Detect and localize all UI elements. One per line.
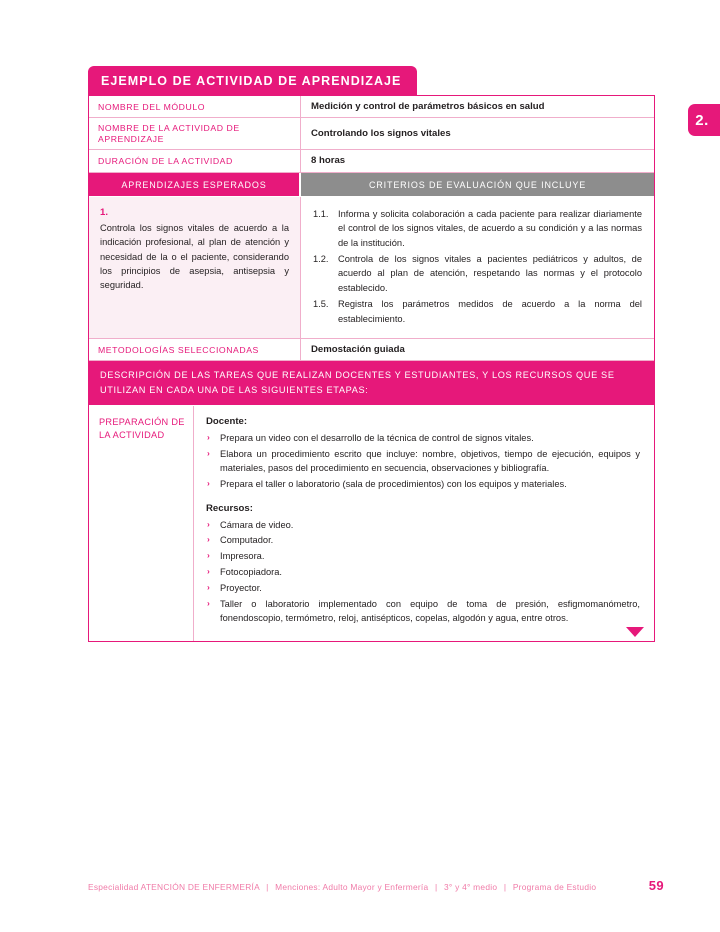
footer-specialty: Especialidad ATENCIÓN DE ENFERMERÍA	[88, 882, 260, 892]
list-item	[206, 581, 640, 595]
list-item	[206, 533, 640, 547]
chevron-right-icon: ›	[207, 598, 210, 609]
learning-outcome-text: Controla los signos vitales de acuerdo a la indicación profesional, al plan de atención y necesidad de la o el paciente, considerando los principios de asepsia, antisepsia y seguridad.	[100, 222, 289, 291]
list-item-text: Cámara de video.	[220, 519, 294, 530]
list-item-text: Taller o laboratorio implementado con equipo de toma de presión, esfigmomanómetro, fonendoscopio, termómetro, reloj, antisépticos, copelas, algodón y agua, entre otros.	[220, 599, 640, 624]
criteria-cell	[301, 197, 654, 338]
criteria-text: Registra los parámetros medidos de acuerdo a la norma del establecimiento.	[338, 299, 642, 324]
chevron-right-icon: ›	[207, 534, 210, 545]
list-item-text: Fotocopiadora.	[220, 567, 283, 578]
chevron-right-icon: ›	[207, 518, 210, 529]
page-footer	[88, 878, 664, 893]
chevron-right-icon: ›	[207, 566, 210, 577]
row-label-metodologias: METODOLOGÍAS SELECCIONADAS	[89, 339, 301, 360]
outcomes-criteria-row	[89, 197, 654, 339]
table-row	[89, 339, 654, 361]
tasks-row	[89, 406, 654, 641]
chapter-tab-label: 2.	[695, 111, 709, 129]
row-label-actividad: NOMBRE DE LA ACTIVIDAD DE APRENDIZAJE	[89, 118, 301, 149]
footer-text	[88, 882, 596, 892]
footer-separator: |	[503, 882, 507, 892]
chevron-right-icon: ›	[207, 582, 210, 593]
chevron-right-icon: ›	[207, 431, 210, 442]
list-item	[206, 597, 640, 626]
table-row	[89, 118, 654, 150]
list-item-text: Computador.	[220, 535, 274, 546]
footer-level: 3° y 4° medio	[444, 882, 498, 892]
teacher-task-list	[206, 431, 640, 492]
list-item-text: Impresora.	[220, 551, 265, 562]
description-band: DESCRIPCIÓN DE LAS TAREAS QUE REALIZAN DOCENTES Y ESTUDIANTES, Y LOS RECURSOS QUE SE UTILIZAN EN CADA UNA DE LAS SIGUIENTES ETAPAS:	[89, 361, 654, 406]
list-item	[206, 549, 640, 563]
footer-separator: |	[266, 882, 269, 892]
row-label-duracion: DURACIÓN DE LA ACTIVIDAD	[89, 150, 301, 171]
criteria-item	[313, 252, 642, 295]
criteria-item	[313, 207, 642, 250]
learning-outcome-cell	[89, 197, 301, 338]
criteria-number: 1.5.	[313, 299, 329, 310]
chapter-tab	[688, 104, 720, 136]
row-value-actividad: Controlando los signos vitales	[311, 128, 451, 140]
table-row	[89, 150, 654, 172]
list-item-text: Proyector.	[220, 583, 262, 594]
footer-program: Programa de Estudio	[512, 882, 597, 892]
criteria-text: Informa y solicita colaboración a cada paciente para realizar diariamente el control de los signos vitales, de acuerdo a su condición y a las normas de la institución.	[338, 208, 642, 248]
chevron-right-icon: ›	[207, 478, 210, 489]
list-item	[206, 447, 640, 476]
list-item-text: Prepara el taller o laboratorio (sala de procedimientos) con los equipos y materiales.	[220, 479, 567, 490]
list-item	[206, 565, 640, 579]
tasks-cell	[194, 406, 654, 641]
row-label-modulo: NOMBRE DEL MÓDULO	[89, 96, 301, 117]
header-aprendizajes-esperados: APRENDIZAJES ESPERADOS	[89, 173, 301, 196]
row-value-duracion: 8 horas	[311, 155, 346, 167]
resources-heading: Recursos:	[206, 502, 253, 514]
criteria-item	[313, 297, 642, 326]
list-item-text: Elabora un procedimiento escrito que incluye: nombre, objetivos, tiempo de ejecución, equipos y materiales, pasos del procedimiento en secuencia, observaciones y bibliografía.	[220, 448, 640, 474]
section-title-text: EJEMPLO DE ACTIVIDAD DE APRENDIZAJE	[101, 73, 402, 88]
list-item	[206, 431, 640, 445]
chevron-right-icon: ›	[207, 550, 210, 561]
resources-list	[206, 518, 640, 626]
list-item	[206, 477, 640, 491]
table-header-strip	[89, 173, 654, 197]
criteria-number: 1.1.	[313, 208, 329, 219]
activity-table	[88, 95, 655, 642]
list-item-text: Prepara un video con el desarrollo de la técnica de control de signos vitales.	[220, 432, 534, 443]
continues-down-triangle-icon	[626, 627, 644, 637]
row-value-modulo: Medición y control de parámetros básicos en salud	[311, 101, 545, 112]
footer-separator: |	[434, 882, 438, 892]
table-row	[89, 96, 654, 118]
criteria-text: Controla de los signos vitales a pacientes pediátricos y adultos, de acuerdo al plan de atención, respetando las normas y el protocolo establecido.	[338, 253, 642, 293]
footer-mentions: Menciones: Adulto Mayor y Enfermería	[275, 882, 429, 892]
learning-outcome-number: 1.	[100, 206, 109, 218]
stage-label: PREPARACIÓN DE LA ACTIVIDAD	[89, 406, 194, 641]
row-value-metodologias: Demostación guiada	[311, 343, 405, 355]
chevron-right-icon: ›	[207, 447, 210, 458]
header-criterios-evaluacion: CRITERIOS DE EVALUACIÓN QUE INCLUYE	[301, 173, 654, 196]
page-number: 59	[648, 878, 664, 893]
section-title-banner	[88, 66, 417, 95]
list-item	[206, 518, 640, 532]
teacher-heading: Docente:	[206, 415, 248, 427]
criteria-number: 1.2.	[313, 253, 329, 264]
